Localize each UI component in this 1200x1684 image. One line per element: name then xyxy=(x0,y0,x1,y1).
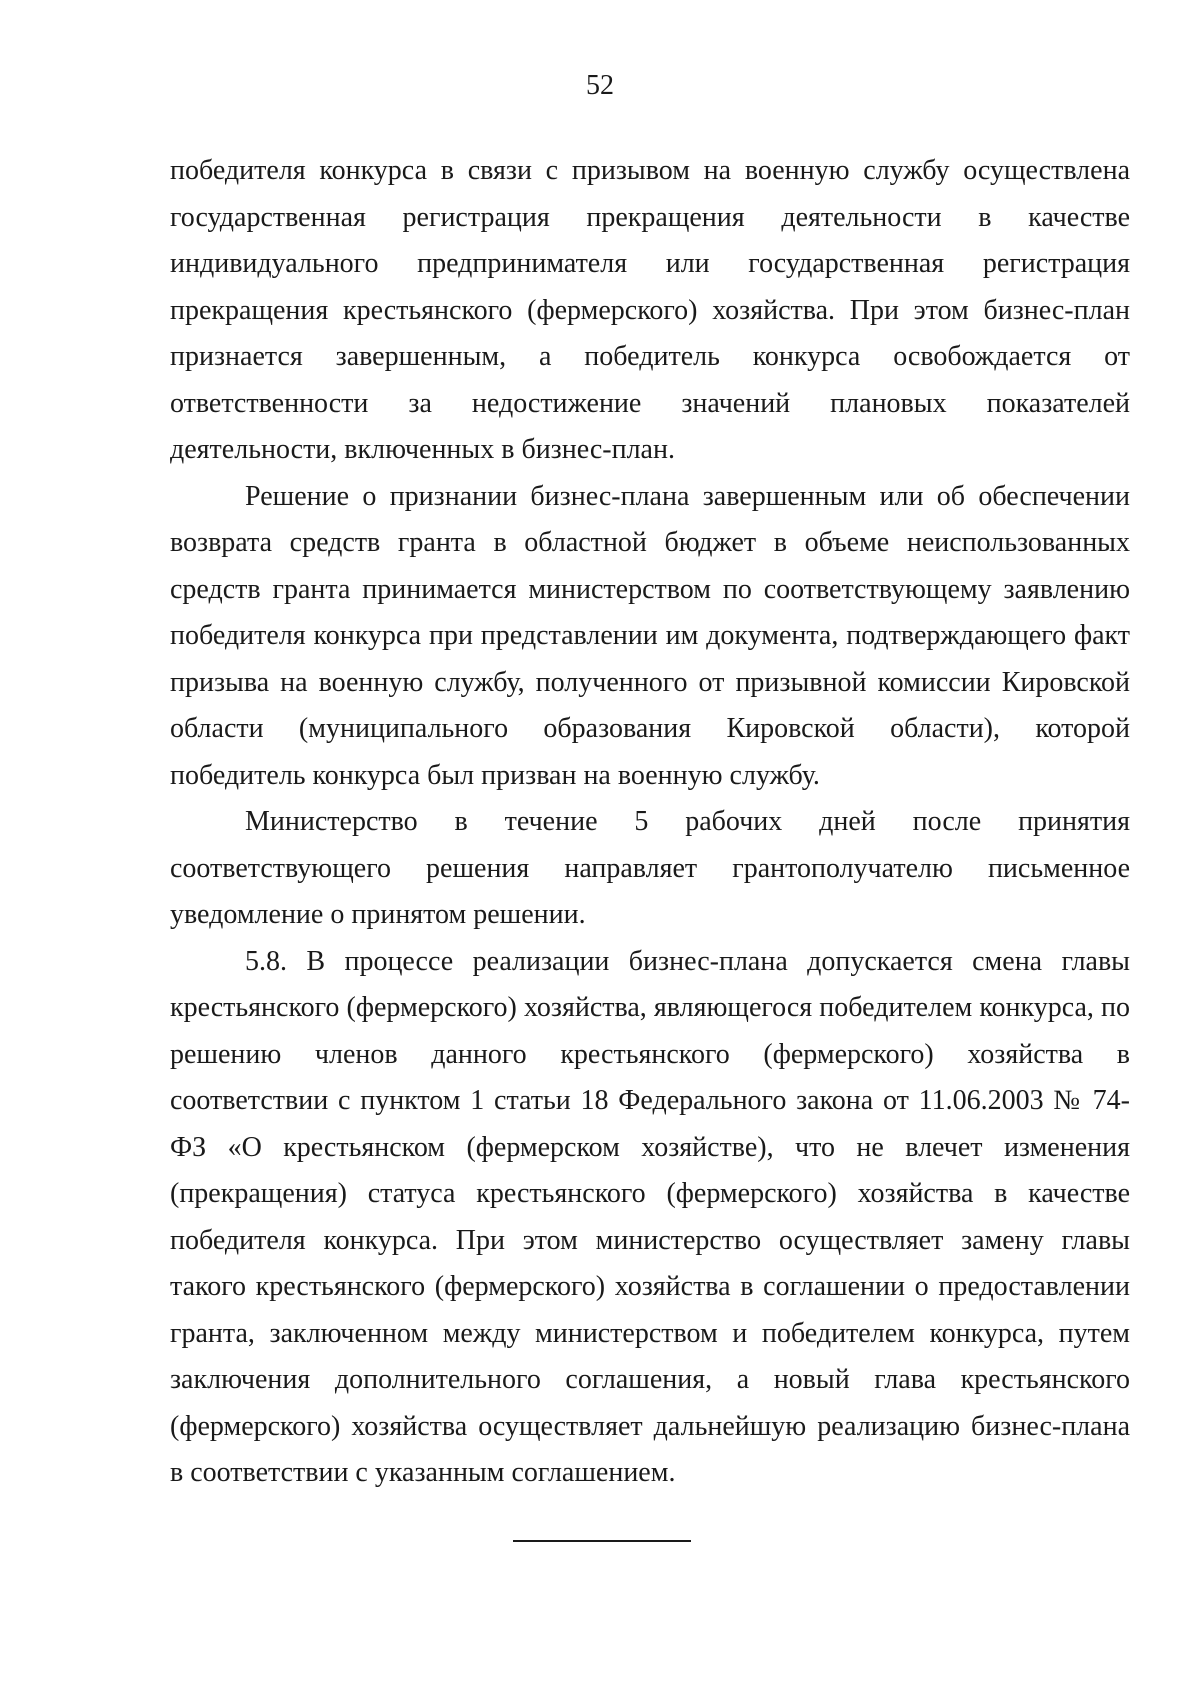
paragraph-decision: Решение о признании бизнес-плана завершенным или об обеспечении возврата средств гранта в областной бюджет в объеме неиспользованных средств гранта принимается министерством по соответствующему заявлению победителя конкурса при представлении им документа, подтверждающего факт призыва на военную службу, полученного от призывной комиссии Кировской области (муниципального образования Кировской области), которой победитель конкурса был призван на военную службу. xyxy=(170,480,1130,791)
body-text xyxy=(170,148,1130,1497)
paragraph-notification: Министерство в течение 5 рабочих дней после принятия соответствующего решения направляет грантополучателю письменное уведомление о принятом решении. xyxy=(170,806,1130,930)
page-number: 52 xyxy=(586,70,614,101)
end-rule xyxy=(513,1540,691,1542)
paragraph-clause-5-8: 5.8. В процессе реализации бизнес-плана допускается смена главы крестьянского (фермерского) хозяйства, являющегося победителем конкурса, по решению членов данного крестьянского (фермерского) хозяйства в соответствии с пунктом 1 статьи 18 Федерального закона от 11.06.2003 № 74-ФЗ «О крестьянском (фермерском хозяйстве), что не влечет изменения (прекращения) статуса крестьянского (фермерского) хозяйства в качестве победителя конкурса. При этом министерство осуществляет замену главы такого крестьянского (фермерского) хозяйства в соглашении о предоставлении гранта, заключенном между министерством и победителем конкурса, путем заключения дополнительного соглашения, а новый глава крестьянского (фермерского) хозяйства осуществляет дальнейшую реализацию бизнес-плана в соответствии с указанным соглашением. xyxy=(170,945,1130,1488)
paragraph-continuation: победителя конкурса в связи с призывом на военную службу осуществлена государственная регистрация прекращения деятельности в качестве индивидуального предпринимателя или государственная регистрация прекращения крестьянского (фермерского) хозяйства. При этом бизнес-план признается завершенным, а победитель конкурса освобождается от ответственности за недостижение значений плановых показателей деятельности, включенных в бизнес-план. xyxy=(170,155,1130,465)
